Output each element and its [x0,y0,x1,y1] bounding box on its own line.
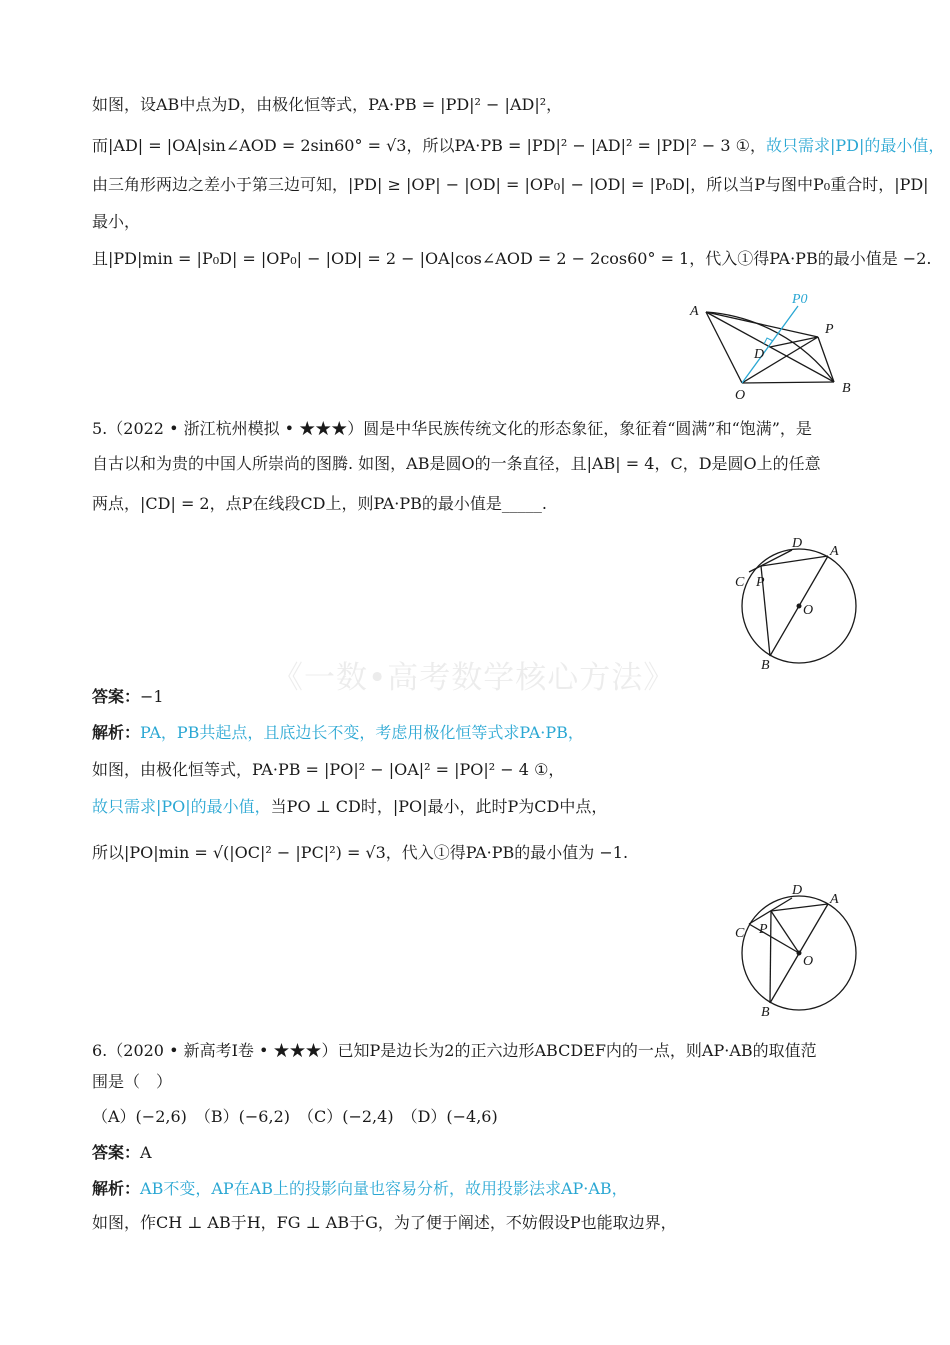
q5-analysis-line-4: 所以|PO|min = √(|OC|² − |PC|²) = √3，代入①得PA·PB的最小值为 −1. [92,843,629,862]
prev-solution-line-4: 最小， [92,212,141,231]
q6-analysis-hint: AB不变，AP在AB上的投影向量也容易分析，故用投影法求AP·AB， [140,1179,628,1198]
point-b-label: B [761,658,770,673]
prev-solution-line-2 [92,135,944,157]
q5-analysis-line-2: 如图，由极化恒等式，PA·PB = |PO|² − |OA|² = |PO|² − 4 ①， [92,760,565,779]
point-o-label: O [803,954,814,969]
point-c-label: C [735,575,745,590]
q6-answer-label: 答案： [92,1143,141,1162]
segment-co [749,924,799,953]
q6-options: （A）(−2,6) （B）(−6,2) （C）(−2,4) （D）(−4,6) [92,1107,498,1126]
circle-diagram-2 [730,878,865,1023]
q5-analysis-line-3-text: 当PO ⊥ CD时，|PO|最小，此时P为CD中点， [270,797,608,816]
q5-line-2: 自古以和为贵的中国人所崇尚的图腾. 如图，AB是圆O的一条直径，且|AB| = 4，C，D是圆O上的任意 [92,454,821,473]
q5-analysis-label: 解析： [92,723,141,742]
point-a-label: A [830,892,839,907]
segment-po [771,911,799,953]
sector-diagram [680,290,860,405]
point-b-label: B [761,1005,770,1020]
point-b-label: B [842,381,851,396]
q6-answer [92,1142,152,1164]
center-dot [797,604,802,609]
segment-ob [742,382,834,383]
watermark: 《一数•高考数学核心方法》 [272,660,676,696]
point-p-label: P [825,322,834,337]
q6-line-1: 6.（2020 • 新高考Ⅰ卷 • ★★★）已知P是边长为2的正六边形ABCDEF内的一点，则AP·AB的取值范 [92,1041,817,1060]
q6-analysis-label: 解析： [92,1179,141,1198]
q5-analysis-hint: PA，PB共起点，且底边长不变，考虑用极化恒等式求PA·PB， [140,723,584,742]
q5-answer-value: −1 [140,687,164,706]
prev-solution-line-2-text: 而|AD| = |OA|sin∠AOD = 2sin60° = √3，所以PA·PB = |PD|² − |AD|² = |PD|² − 3 ①， [92,136,766,155]
chord-cd [749,550,792,572]
point-p0-label: P0 [792,292,808,307]
q5-answer [92,686,164,708]
q5-analysis-line-3-hint: 故只需求|PO|的最小值， [92,797,271,816]
segment-oa [706,312,742,383]
q5-line-3: 两点，|CD| = 2，点P在线段CD上，则PA·PB的最小值是_____. [92,494,547,513]
q5-analysis [92,722,584,744]
q6-analysis-line-2: 如图，作CH ⊥ AB于H，FG ⊥ AB于G，为了便于阐述，不妨假设P也能取边界， [92,1213,677,1232]
prev-solution-line-2-hint: 故只需求|PD|的最小值， [765,136,945,155]
point-a-label: A [830,544,839,559]
q6-answer-value: A [140,1143,152,1162]
point-d-label: D [792,536,803,551]
point-o-label: O [735,388,746,403]
q6-line-2: 围是（ ） [92,1072,173,1091]
prev-solution-line-1: 如图，设AB中点为D，由极化恒等式，PA·PB = |PD|² − |AD|²， [92,95,563,114]
segment-op0 [742,306,798,383]
point-p-label: P [759,922,768,937]
segment-pb [770,911,771,1003]
center-dot [797,951,802,956]
point-o-label: O [803,603,814,618]
prev-solution-line-3: 由三角形两边之差小于第三边可知，|PD| ≥ |OP| − |OD| = |OP₀| − |OD| = |P₀D|，所以当P与图中P₀重合时，|PD| [92,175,929,194]
circle-diagram-1 [730,533,865,673]
segment-ap [706,312,818,337]
q5-answer-label: 答案： [92,687,141,706]
point-a-label: A [690,304,699,319]
prev-solution-line-5: 且|PD|min = |P₀D| = |OP₀| − |OD| = 2 − |OA|cos∠AOD = 2 − 2cos60° = 1，代入①得PA·PB的最小值是 −2. [92,249,932,268]
q5-line-1: 5.（2022 • 浙江杭州模拟 • ★★★）圆是中华民族传统文化的形态象征，象征着“圆满”和“饱满”，是 [92,419,812,438]
point-c-label: C [735,926,745,941]
point-p-label: P [756,575,765,590]
q5-analysis-line-3 [92,796,607,818]
q6-analysis [92,1178,628,1200]
point-d-label: D [792,883,803,898]
point-d-label: D [754,347,765,362]
